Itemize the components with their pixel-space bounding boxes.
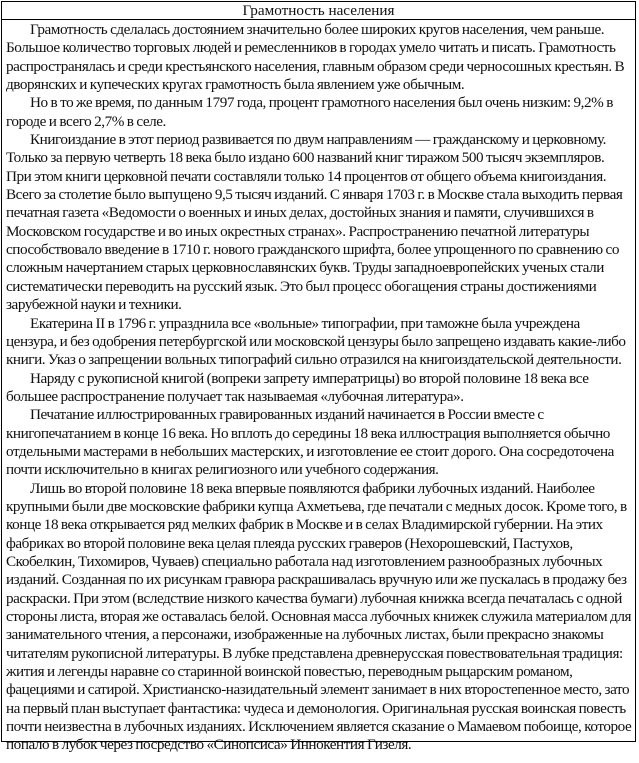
paragraph-lubok-literature: Наряду с рукописной книгой (вопреки запрету императрицы) во второй половине 18 века все большее распространение получает так называемая «лубочная литература». bbox=[6, 369, 589, 405]
literacy-table bbox=[1, 1, 636, 754]
paragraph-book-publishing: Книгоиздание в этот период развивается по двум направлениям — гражданскому и церковному. Только за первую четверть 18 века было издано 600 названий книг тиражом 500 тысяч экземпляров. При этом книги церковной печати составляли только 14 процентов от общего объема книгоиздания. Всего за столетие было выпущено 9,5 тысяч изданий. С января 1703 г. в Москве стала выходить первая печатная газета «Ведомости о военных и иных делах, достойных знания и памяти, случившихся в Московском государстве и во иных окрестных странах». Распространению печатной литературы способствовало введение в 1710 г. нового гражданского шрифта, более упрощенного по сравнению со сложным начертанием старых церковнославянских букв. Труды западноевропейских ученых стали систематически переводить на русский язык. Это был процесс обогащения страны достижениями зарубежной науки и техники. bbox=[6, 131, 623, 314]
paragraph-lubok-factories: Лишь во второй половине 18 века впервые появляются фабрики лубочных изданий. Наиболее крупными были две московские фабрики купца Ахметьева, где печатали с медных досок. Кроме того, в конце 18 века открывается ряд мелких фабрик в Москве и в селах Владимирской губернии. На этих фабриках во второй половине века целая плеяда русских граверов (Нехорошевский, Пастухов, Скобелкин, Тихомиров, Чуваев) специально работала над изготовлением разнообразных лубочных изданий. Созданная по их рисункам гравюра раскрашивалась вручную или же пускалась в продажу без раскраски. При этом (вследствие низкого качества бумаги) лубочная книжка всегда печаталась с одной стороны листа, вторая же оставалась белой. Основная масса лубочных книжек служила материалом для занимательного чтения, а персонажи, изображенные на лубочных листах, были прекрасно знакомы читателям рукописной литературы. В лубке представлена древнерусская повествовательная традиция: жития и легенды наравне со старинной воинской повестью, переводным рыцарским романом, фацециями и сатирой. Христианско-назидательный элемент занимает в них второстепенное место, зато на первый план выступает фантастика: чудеса и демонология. Оригинальная русская воинская повесть почти неизвестна в лубочных изданиях. Исключением является сказание о Мамаевом побоище, которое попало в лубок через посредство «Синопсиса» Иннокентия Гизеля. bbox=[6, 479, 632, 754]
paragraph-literacy-1797: Но в то же время, по данным 1797 года, процент грамотного населения был очень низким: 9,2% в городе и всего 2,7% в селе. bbox=[6, 94, 613, 130]
paragraph-literacy-spread: Грамотность сделалась достоянием значительно более широких кругов населения, чем раньше. Большое количество торговых людей и ремесленников в городах умело читать и писать. Грамотность распространялась и среди крестьянского населения, главным образом среди черносошных крестьян. В дворянских и купеческих кругах грамотность была явлением уже обычным. bbox=[6, 21, 625, 94]
paragraph-catherine-censorship: Екатерина II в 1796 г. упразднила все «вольные» типографии, при таможне была учреждена цензура, и без одобрения петербургской или московской цензуры было запрещено издавать какие-либо книги. Указ о запрещении вольных типографий сильно отразился на книгоиздательской деятельности. bbox=[6, 314, 626, 369]
table-header: Грамотность населения bbox=[2, 2, 635, 20]
paragraph-illustrated-printing: Печатание иллюстрированных гравированных изданий начинается в России вместе с книгопечатанием в конце 16 века. Но вплоть до середины 18 века иллюстрация выполняется обычно отдельными мастерами в небольших мастерских, и изготовление ее стоит дорого. Она сосредоточена почти исключительно в книгах религиозного или учебного содержания. bbox=[6, 406, 614, 479]
table-body bbox=[2, 20, 635, 755]
